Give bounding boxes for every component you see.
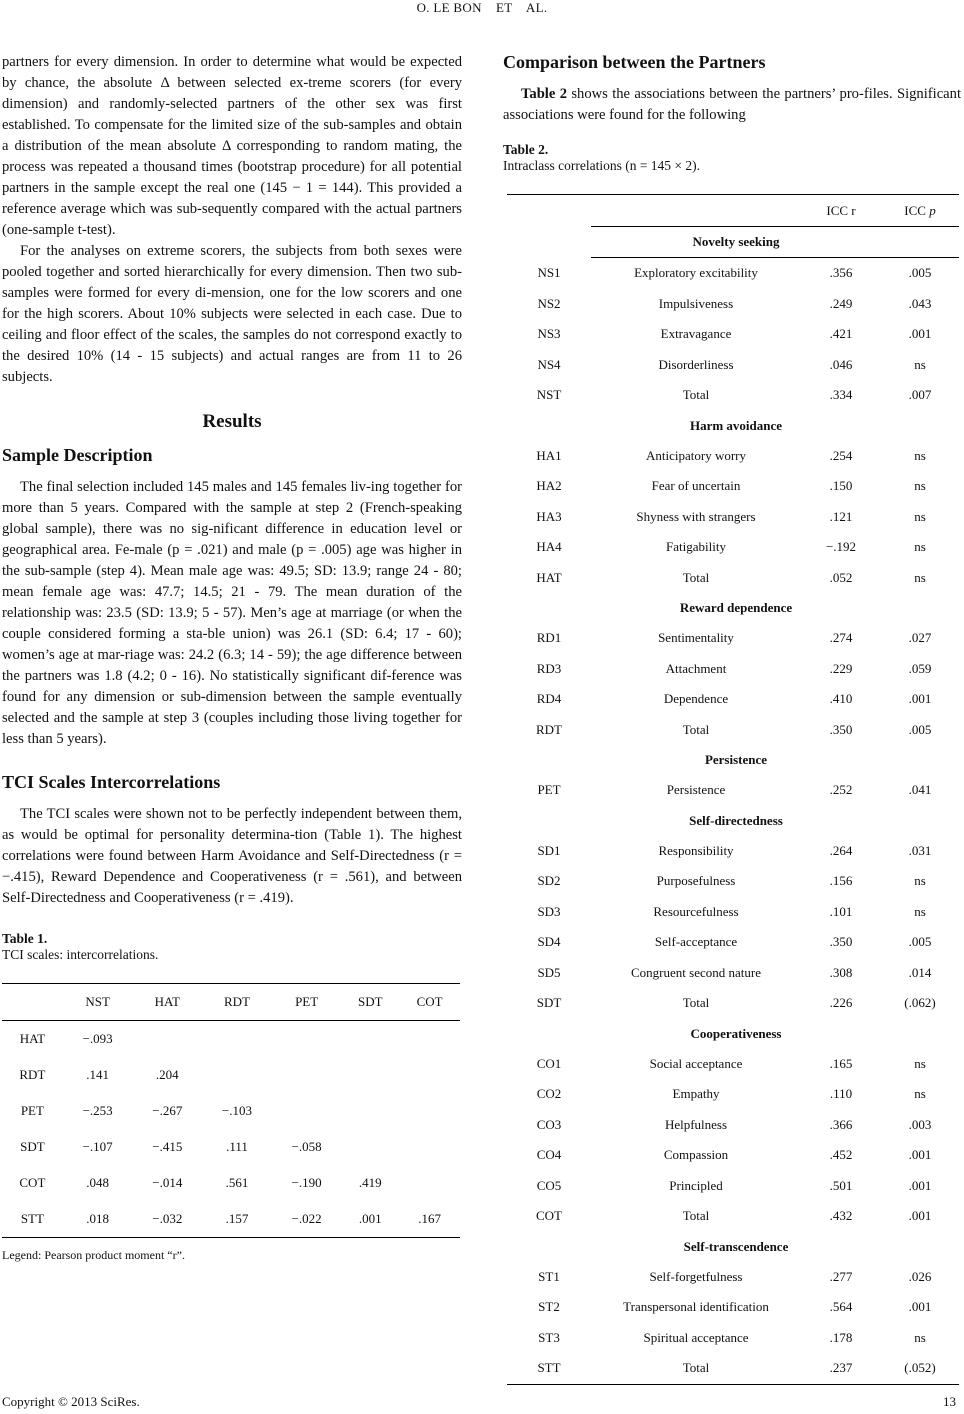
table2-code: SD2 (537, 873, 561, 889)
table2-icc-r: .308 (829, 964, 853, 980)
table2-icc-r: .564 (829, 1299, 853, 1315)
table1-subtitle: TCI scales: intercorrelations. (2, 947, 159, 962)
table2-row (507, 258, 959, 289)
table2-icc-p: ns (914, 1055, 926, 1071)
table2-header-p-italic: p (929, 202, 936, 218)
table2-group-name: Persistence (704, 752, 768, 767)
table2-row (507, 1201, 959, 1232)
paragraph-extreme-scorers: For the analyses on extreme scorers, the subjects from both sexes were pooled together and sorted hierarchically for every dimension. Then two sub-samples were formed for every di-mension, one for the low scorers and one for the high scorers. About 10% subjects were selected in each case. Due to ceiling and floor effect of the scales, the samples do not correspond exactly to the desired 10% (14 - 15 subjects) and actual ranges are from 11 to 26 subjects. (2, 243, 462, 385)
table2-code: RD1 (536, 630, 562, 646)
table2-icc-p: .031 (908, 842, 932, 858)
table2-header-icc-r: ICC r (801, 195, 881, 227)
table2-code: NS4 (537, 356, 561, 372)
running-header: O. LE BON ET AL. (416, 0, 548, 15)
footer-page-number: 13 (943, 1394, 956, 1409)
table1-cell (272, 1057, 342, 1093)
tci-intercorrelations-heading: TCI Scales Intercorrelations (2, 772, 221, 792)
table2-facet: Compassion (663, 1147, 729, 1163)
table2-group-spacer (881, 806, 959, 836)
table2-icc-r: .432 (829, 1208, 853, 1224)
left-column (2, 52, 462, 1263)
table1-cell (341, 1057, 399, 1093)
table1-cell (399, 1057, 460, 1093)
table2-code: NS2 (537, 295, 561, 311)
table2-group-spacer (507, 1232, 591, 1262)
sample-description-heading: Sample Description (2, 445, 153, 465)
table2-row (507, 654, 959, 685)
table1-cell: .111 (226, 1139, 248, 1154)
table2-icc-p: ns (914, 1329, 926, 1345)
table2-icc-r: .334 (829, 387, 853, 403)
table1-cell: .561 (225, 1175, 249, 1190)
table2-icc-r: .421 (829, 326, 853, 342)
table2-icc-p: ns (914, 1086, 926, 1102)
table2-icc-p: .001 (908, 691, 932, 707)
table2-group-name: Harm avoidance (689, 417, 783, 433)
table2-code: RD3 (536, 660, 562, 676)
table1-cell (341, 1021, 399, 1058)
table2-code: CO5 (536, 1177, 562, 1193)
table2-facet: Total (682, 569, 710, 585)
table2-icc-r: .156 (829, 873, 853, 889)
table1-cell (399, 1165, 460, 1201)
table2-icc-r: .277 (829, 1268, 853, 1284)
table2-icc-r: .046 (829, 356, 853, 372)
table2-icc-p: (.062) (904, 995, 936, 1011)
table2-row (507, 1079, 959, 1110)
table2-facet: Disorderliness (658, 356, 734, 372)
table1-row-label: SDT (20, 1139, 45, 1154)
table2-row (507, 350, 959, 381)
table2-icc-r: .110 (829, 1086, 853, 1102)
table2-facet: Social acceptance (649, 1055, 743, 1071)
table2-code: NS3 (537, 326, 561, 342)
table2-group-spacer (507, 1019, 591, 1049)
table2-icc-r: .410 (829, 691, 853, 707)
table2-row (507, 775, 959, 806)
paragraph-sample-description: The final selection included 145 males and 145 females liv-ing together for more than 5 years. Compared with the sample at step 2 (French-speaking global sample), there was no sig-nificant difference in education level or geographical area. Fe-male (p = .021) and male (p = .005) age was higher in the sub-sample (step 4). Mean male age was: 49.5; SD: 13.9; range 24 - 80; mean female age was: 47.7; 14.5; 21 - 79. The mean duration of the relationship was: 23.5 (SD: 13.9; 5 - 57). Men’s age at marriage (or when the couple considered forming a sta-ble union) was 26.1 (SD: 6.4; 17 - 60); women’s age at mar-riage was: 24.2 (6.3; 14 - 59); the age difference between the partners was 1.8 (4.2; 0 - 16). No statistically significant dif-ference was found for any dimension or sub-dimension between the sample eventually selected and the sample at step 3 (couples including those living together for less than 5 years). (2, 479, 462, 747)
table2-facet: Principled (669, 1177, 723, 1193)
table2-group-spacer (507, 745, 591, 775)
table1-row-label: HAT (19, 1031, 46, 1046)
table2-code: HAT (536, 569, 562, 585)
table1-intercorrelations (2, 983, 460, 1238)
table2-facet: Spiritual acceptance (643, 1329, 749, 1345)
table2-facet: Helpfulness (664, 1116, 728, 1132)
table2-facet: Empathy (672, 1086, 720, 1102)
table2-icc-p: .005 (908, 265, 932, 281)
table1-cell: −.058 (291, 1139, 322, 1154)
table1-row (2, 1057, 460, 1093)
comparison-heading: Comparison between the Partners (503, 52, 766, 72)
table1-column-header: COT (399, 984, 460, 1021)
table2-icc-p: ns (914, 447, 926, 463)
table1-cell (202, 1057, 272, 1093)
table1-cell: −.253 (82, 1103, 113, 1118)
table1-row (2, 1093, 460, 1129)
table2-header-row (507, 195, 959, 227)
table2-facet: Sentimentality (658, 630, 734, 646)
footer-copyright: Copyright © 2013 SciRes. (2, 1394, 140, 1409)
table2-icc-r: .274 (829, 630, 853, 646)
table2-code: SD5 (537, 964, 561, 980)
table2-row (507, 1323, 959, 1354)
table1-cell (399, 1093, 460, 1129)
table1-cell: −.014 (152, 1175, 183, 1190)
table2-facet: Responsibility (658, 842, 734, 858)
table2-group-spacer (881, 593, 959, 623)
table1-cell: .167 (418, 1211, 441, 1226)
table2-group-spacer (507, 227, 591, 258)
table2-row (507, 623, 959, 654)
table2-group-row (507, 593, 959, 623)
table2-facet: Self-acceptance (654, 934, 738, 950)
table2-row (507, 1171, 959, 1202)
table2-group-spacer (881, 745, 959, 775)
table2-icc-r: .252 (829, 782, 853, 798)
table2-icc-r: −.192 (825, 539, 857, 555)
table2-code: RD4 (536, 691, 562, 707)
table2-icc-p: .001 (908, 1177, 932, 1193)
table2-facet: Total (682, 1208, 710, 1224)
table2-icc-r: .254 (829, 447, 853, 463)
table2-code: SDT (536, 995, 562, 1011)
table2-row (507, 380, 959, 411)
table2-group-spacer (881, 1019, 959, 1049)
table2-facet: Shyness with strangers (636, 508, 756, 524)
table2-icc-r: .121 (829, 508, 853, 524)
table1-row-label: RDT (19, 1067, 46, 1082)
table1-cell: −.022 (291, 1211, 322, 1226)
table1-column-header: SDT (341, 984, 399, 1021)
table2-group-row (507, 806, 959, 836)
table2-facet: Attachment (665, 660, 727, 676)
table1-column-header (2, 984, 63, 1021)
table1-row-label: STT (20, 1211, 44, 1226)
table2-group-name: Self-transcendence (683, 1238, 789, 1254)
table1-row (2, 1129, 460, 1165)
table2-code: NS1 (537, 265, 561, 280)
table2-row (507, 715, 959, 746)
table2-facet: Congruent second nature (631, 964, 761, 980)
table2-header-blank (507, 195, 591, 227)
table2-icc-p: .007 (908, 387, 932, 403)
table2-intraclass-correlations (507, 194, 959, 1385)
table2-icc-p: .001 (908, 1208, 932, 1224)
table2-subtitle: Intraclass correlations (n = 145 × 2). (503, 158, 701, 173)
table2-title: Table 2. (503, 142, 549, 157)
table2-row (507, 1292, 959, 1323)
table2-code: PET (537, 782, 561, 798)
table2-code: SD4 (537, 934, 561, 950)
table2-facet: Impulsiveness (658, 295, 734, 311)
table2-icc-r: .101 (829, 903, 853, 919)
table2-row (507, 1262, 959, 1293)
table2-code: CO1 (536, 1055, 562, 1071)
table1-cell: .001 (358, 1211, 382, 1226)
right-column (503, 52, 961, 1385)
table2-icc-p: .001 (908, 1299, 932, 1315)
table2-row (507, 471, 959, 502)
table2-icc-p: .043 (908, 295, 932, 311)
table2-row (507, 927, 959, 958)
table2-icc-p: ns (914, 569, 926, 585)
table2-facet: Total (682, 387, 710, 403)
table1-cell (399, 1021, 460, 1058)
table2-facet: Total (682, 1360, 710, 1376)
table2-icc-p: ns (914, 903, 926, 919)
table1-column-header: HAT (132, 984, 202, 1021)
table1-title: Table 1. (2, 931, 48, 946)
table2-facet: Transpersonal identification (623, 1299, 769, 1315)
table2-group-row (507, 1019, 959, 1049)
table2-facet: Total (682, 721, 710, 737)
table2-group-row (507, 227, 959, 258)
table2-row (507, 1140, 959, 1171)
table2-row (507, 836, 959, 867)
table2-facet: Fear of uncertain (651, 478, 741, 494)
table1-row (2, 1021, 460, 1058)
table2-group-row (507, 411, 959, 441)
table2-group-spacer (507, 411, 591, 441)
table2-icc-r: .350 (829, 721, 853, 737)
table1-row-label: PET (20, 1103, 44, 1118)
table1-cell (272, 1021, 342, 1058)
table2-icc-p: .001 (908, 326, 932, 342)
table2-icc-p: ns (914, 873, 926, 889)
table2-facet: Anticipatory worry (645, 447, 746, 463)
table1-row-label: COT (19, 1175, 46, 1190)
table2-code: ST2 (538, 1299, 560, 1315)
table2-icc-r: .178 (829, 1329, 853, 1345)
table1-column-header: NST (63, 984, 133, 1021)
table1-cell: −.267 (152, 1103, 183, 1118)
table2-facet: Dependence (663, 691, 729, 707)
table2-icc-p: ns (914, 478, 926, 494)
table1-cell: −.103 (221, 1103, 252, 1118)
table2-group-name: Cooperativeness (690, 1025, 782, 1041)
table2-icc-p: .003 (908, 1116, 932, 1132)
table2-code: NST (536, 387, 562, 403)
table1-column-header: PET (272, 984, 342, 1021)
table2-icc-r: .501 (829, 1177, 853, 1193)
table2-row (507, 441, 959, 472)
table1-cell (132, 1021, 202, 1058)
table2-group-name: Self-directedness (689, 812, 783, 828)
table2-icc-r: .150 (829, 478, 853, 494)
table2-group-name: Novelty seeking (591, 227, 881, 258)
table2-icc-p: .001 (908, 1147, 932, 1163)
table2-icc-r: .366 (829, 1116, 853, 1132)
table2-code: ST3 (538, 1329, 560, 1345)
table2-facet: Extravagance (660, 326, 732, 342)
table2-icc-r: .452 (829, 1147, 853, 1163)
paragraph-bootstrap: partners for every dimension. In order to determine what would be expected by chance, the absolute Δ between selected ex-treme scorers (for every dimension) and randomly-selected partners of the other sex was first established. To compensate for the limited size of the sub-samples and obtain a distribution of the mean absolute Δ corresponding to random mating, the process was repeated a thousand times (bootstrap procedure) for all potential partners in the sample except the real one (145 − 1 = 144). This provided a reference average which was sub-sequently compared with the actual partners (one-sample t-test). (2, 54, 462, 238)
table2-icc-r: .052 (829, 569, 853, 585)
table1-cell (341, 1093, 399, 1129)
table1-row (2, 1165, 460, 1201)
table2-icc-p: .005 (908, 934, 932, 950)
paragraph-tci-intercorrelations: The TCI scales were shown not to be perfectly independent between them, as would be optimal for personality determina-tion (Table 1). The highest correlations were found between Harm Avoidance and Self-Directedness (r = −.415), Reward Dependence and Cooperativeness (r = .561), and between Self-Directedness and Cooperativeness (r = .419). (2, 806, 462, 906)
table2-code: HA4 (536, 539, 562, 555)
table2-code: SD1 (537, 842, 561, 858)
table2-group-spacer (881, 411, 959, 441)
table2-code: CO4 (536, 1147, 562, 1163)
table2-code: HA2 (536, 478, 562, 494)
table1-cell (202, 1021, 272, 1058)
table1-cell: .157 (225, 1211, 249, 1226)
table1-cell: .048 (86, 1175, 109, 1190)
table2-code: HA3 (536, 508, 562, 524)
table2-header-blank (591, 195, 801, 227)
table2-facet: Self-forgetfulness (649, 1268, 743, 1284)
table2-group-spacer (507, 806, 591, 836)
table2-group-spacer (881, 227, 959, 258)
table2-group-spacer (881, 1232, 959, 1262)
table2-icc-p: (.052) (904, 1360, 936, 1376)
table2-row (507, 866, 959, 897)
table2-code: HA1 (536, 447, 562, 463)
results-heading: Results (202, 411, 262, 432)
table1-cell (399, 1129, 460, 1165)
table2-icc-r: .249 (829, 295, 853, 311)
table2-reference: Table 2 (521, 86, 567, 102)
table2-icc-r: .226 (829, 995, 853, 1011)
table1-cell (341, 1129, 399, 1165)
table2-icc-r: .237 (829, 1360, 853, 1376)
table2-row (507, 532, 959, 563)
paragraph-comparison: Table 2 shows the associations between the partners’ pro-files. Significant associations were found for the following (503, 86, 961, 123)
table2-row (507, 1353, 959, 1384)
table2-facet: Fatigability (666, 539, 726, 555)
table1-cell: .204 (155, 1067, 179, 1082)
table2-row (507, 897, 959, 928)
table2-code: CO2 (536, 1086, 562, 1102)
table2-icc-p: .027 (908, 630, 932, 646)
table2-icc-r: .356 (829, 265, 853, 281)
table1-cell: .419 (358, 1175, 382, 1190)
table2-icc-p: ns (914, 508, 926, 524)
table1-cell: −.415 (152, 1139, 183, 1154)
table2-code: SD3 (537, 903, 561, 919)
table2-icc-p: .041 (908, 782, 932, 798)
table2-icc-r: .229 (829, 660, 853, 676)
table2-icc-r: .165 (829, 1055, 853, 1071)
table1-cell: −.190 (291, 1175, 322, 1190)
table2-row (507, 988, 959, 1019)
table1-cell: −.107 (82, 1139, 113, 1154)
table2-facet: Persistence (666, 782, 726, 798)
table2-group-row (507, 745, 959, 775)
table1-row (2, 1201, 460, 1238)
table1-column-header: RDT (202, 984, 272, 1021)
table1-cell: .141 (86, 1067, 109, 1082)
table2-icc-r: .350 (829, 934, 853, 950)
table2-code: COT (536, 1208, 562, 1224)
table2-row (507, 502, 959, 533)
table2-group-spacer (507, 593, 591, 623)
table2-facet: Exploratory excitability (634, 265, 758, 281)
table2-code: ST1 (538, 1268, 560, 1284)
table2-row (507, 319, 959, 350)
table2-icc-p: .059 (908, 660, 932, 676)
table1-legend: Legend: Pearson product moment “r”. (2, 1248, 185, 1262)
table2-icc-p: ns (914, 356, 926, 372)
table2-group-row (507, 1232, 959, 1262)
table2-icc-p: .005 (908, 721, 932, 737)
table2-icc-r: .264 (829, 842, 853, 858)
table2-icc-p: .014 (908, 964, 932, 980)
table2-code: RDT (536, 721, 562, 737)
table2-code: CO3 (536, 1116, 562, 1132)
table2-facet: Resourcefulness (653, 903, 739, 919)
table2-header-icc-p: ICC p (881, 195, 959, 227)
table2-code: STT (537, 1360, 561, 1376)
table2-row (507, 684, 959, 715)
table1-cell: −.032 (152, 1211, 183, 1226)
table2-icc-p: .026 (908, 1268, 932, 1284)
table2-row (507, 289, 959, 320)
table1-cell: .018 (86, 1211, 109, 1226)
table2-row (507, 958, 959, 989)
table2-facet: Total (682, 995, 710, 1011)
table2-icc-p: ns (914, 539, 926, 555)
table2-row (507, 1110, 959, 1141)
table2-facet: Purposefulness (656, 873, 736, 889)
table1-cell (272, 1093, 342, 1129)
table2-group-name: Reward dependence (679, 600, 793, 615)
table2-row (507, 1049, 959, 1080)
table2-row (507, 563, 959, 594)
table1-cell: −.093 (82, 1031, 113, 1046)
